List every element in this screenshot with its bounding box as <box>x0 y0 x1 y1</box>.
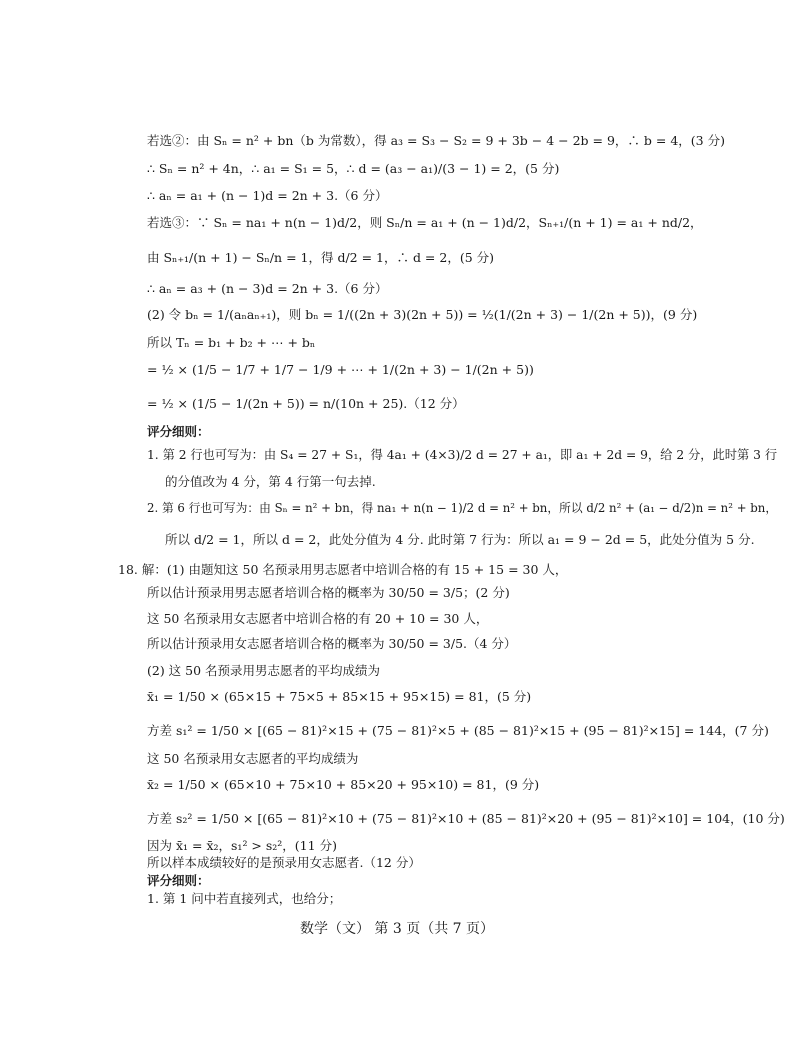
text-line: ∴ Sₙ = n² + 4n，∴ a₁ = S₁ = 5，∴ d = (a₃ − a₁)/(3 − 1) = 2，(5 分) <box>147 161 560 176</box>
text-line: 1. 第 2 行也可写为：由 S₄ = 27 + S₁，得 4a₁ + (4×3)/2 d = 27 + a₁，即 a₁ + 2d = 9，给 2 分，此时第 3 行 <box>147 448 778 462</box>
text-line: 1. 第 1 问中若直接列式，也给分； <box>147 891 342 906</box>
text-line: 所以 d/2 = 1，所以 d = 2，此处分值为 4 分. 此时第 7 行为：所以 a₁ = 9 − 2d = 5，此处分值为 5 分. <box>165 532 755 547</box>
text-line: = ½ × (1/5 − 1/7 + 1/7 − 1/9 + ⋯ + 1/(2n + 3) − 1/(2n + 5)) <box>147 362 534 377</box>
text-line: 2. 第 6 行也可写为：由 Sₙ = n² + bn，得 na₁ + n(n − 1)/2 d = n² + bn，所以 d/2 n² + (a₁ − d/2)n = n² + bn， <box>147 501 778 515</box>
section-heading: 评分细则： <box>147 424 210 439</box>
text-line: 的分值改为 4 分，第 4 行第一句去掉. <box>165 474 376 489</box>
text-line: 所以样本成绩较好的是预录用女志愿者.（12 分） <box>147 855 421 870</box>
text-line: x̄₁ = 1/50 × (65×15 + 75×5 + 85×15 + 95×15) = 81，(5 分) <box>147 689 532 704</box>
text-line: 所以估计预录用女志愿者培训合格的概率为 30/50 = 3/5.（4 分） <box>147 636 517 651</box>
text-line: 所以估计预录用男志愿者培训合格的概率为 30/50 = 3/5；(2 分) <box>147 585 510 600</box>
section-heading: 评分细则： <box>147 873 210 888</box>
text-line: 方差 s₂² = 1/50 × [(65 − 81)²×10 + (75 − 81)²×10 + (85 − 81)²×20 + (95 − 81)²×10] = 104，(10 分) <box>147 811 785 826</box>
text-line: = ½ × (1/5 − 1/(2n + 5)) = n/(10n + 25).（12 分） <box>147 396 465 411</box>
text-line: 所以 Tₙ = b₁ + b₂ + ⋯ + bₙ <box>147 335 316 350</box>
page-footer: 数学（文） 第 3 页（共 7 页） <box>299 921 495 937</box>
text-line: (2) 这 50 名预录用男志愿者的平均成绩为 <box>147 663 381 678</box>
text-line: 方差 s₁² = 1/50 × [(65 − 81)²×15 + (75 − 81)²×5 + (85 − 81)²×15 + (95 − 81)²×15] = 144，(7 分) <box>147 723 769 738</box>
text-line: (2) 令 bₙ = 1/(aₙaₙ₊₁)，则 bₙ = 1/((2n + 3)(2n + 5)) = ½(1/(2n + 3) − 1/(2n + 5))，(9 分) <box>147 307 698 322</box>
text-line: ∴ aₙ = a₁ + (n − 1)d = 2n + 3.（6 分） <box>147 188 388 203</box>
text-line: 因为 x̄₁ = x̄₂，s₁² > s₂²，(11 分) <box>147 838 337 853</box>
text-line: ∴ aₙ = a₃ + (n − 3)d = 2n + 3.（6 分） <box>147 281 388 296</box>
text-line: 这 50 名预录用女志愿者的平均成绩为 <box>147 751 359 766</box>
text-line: x̄₂ = 1/50 × (65×10 + 75×10 + 85×20 + 95×10) = 81，(9 分) <box>147 777 540 792</box>
text-line: 这 50 名预录用女志愿者中培训合格的有 20 + 10 = 30 人， <box>147 611 489 626</box>
text-line: 由 Sₙ₊₁/(n + 1) − Sₙ/n = 1，得 d/2 = 1，∴ d = 2，(5 分) <box>147 250 495 265</box>
question-start: 18. 解：(1) 由题知这 50 名预录用男志愿者中培训合格的有 15 + 15 = 30 人， <box>118 562 568 577</box>
text-line: 若选②：由 Sₙ = n² + bn（b 为常数），得 a₃ = S₃ − S₂ = 9 + 3b − 4 − 2b = 9，∴ b = 4，(3 分) <box>147 133 725 148</box>
text-line: 若选③：∵ Sₙ = na₁ + n(n − 1)d/2，则 Sₙ/n = a₁ + (n − 1)d/2，Sₙ₊₁/(n + 1) = a₁ + nd/2， <box>147 215 703 230</box>
